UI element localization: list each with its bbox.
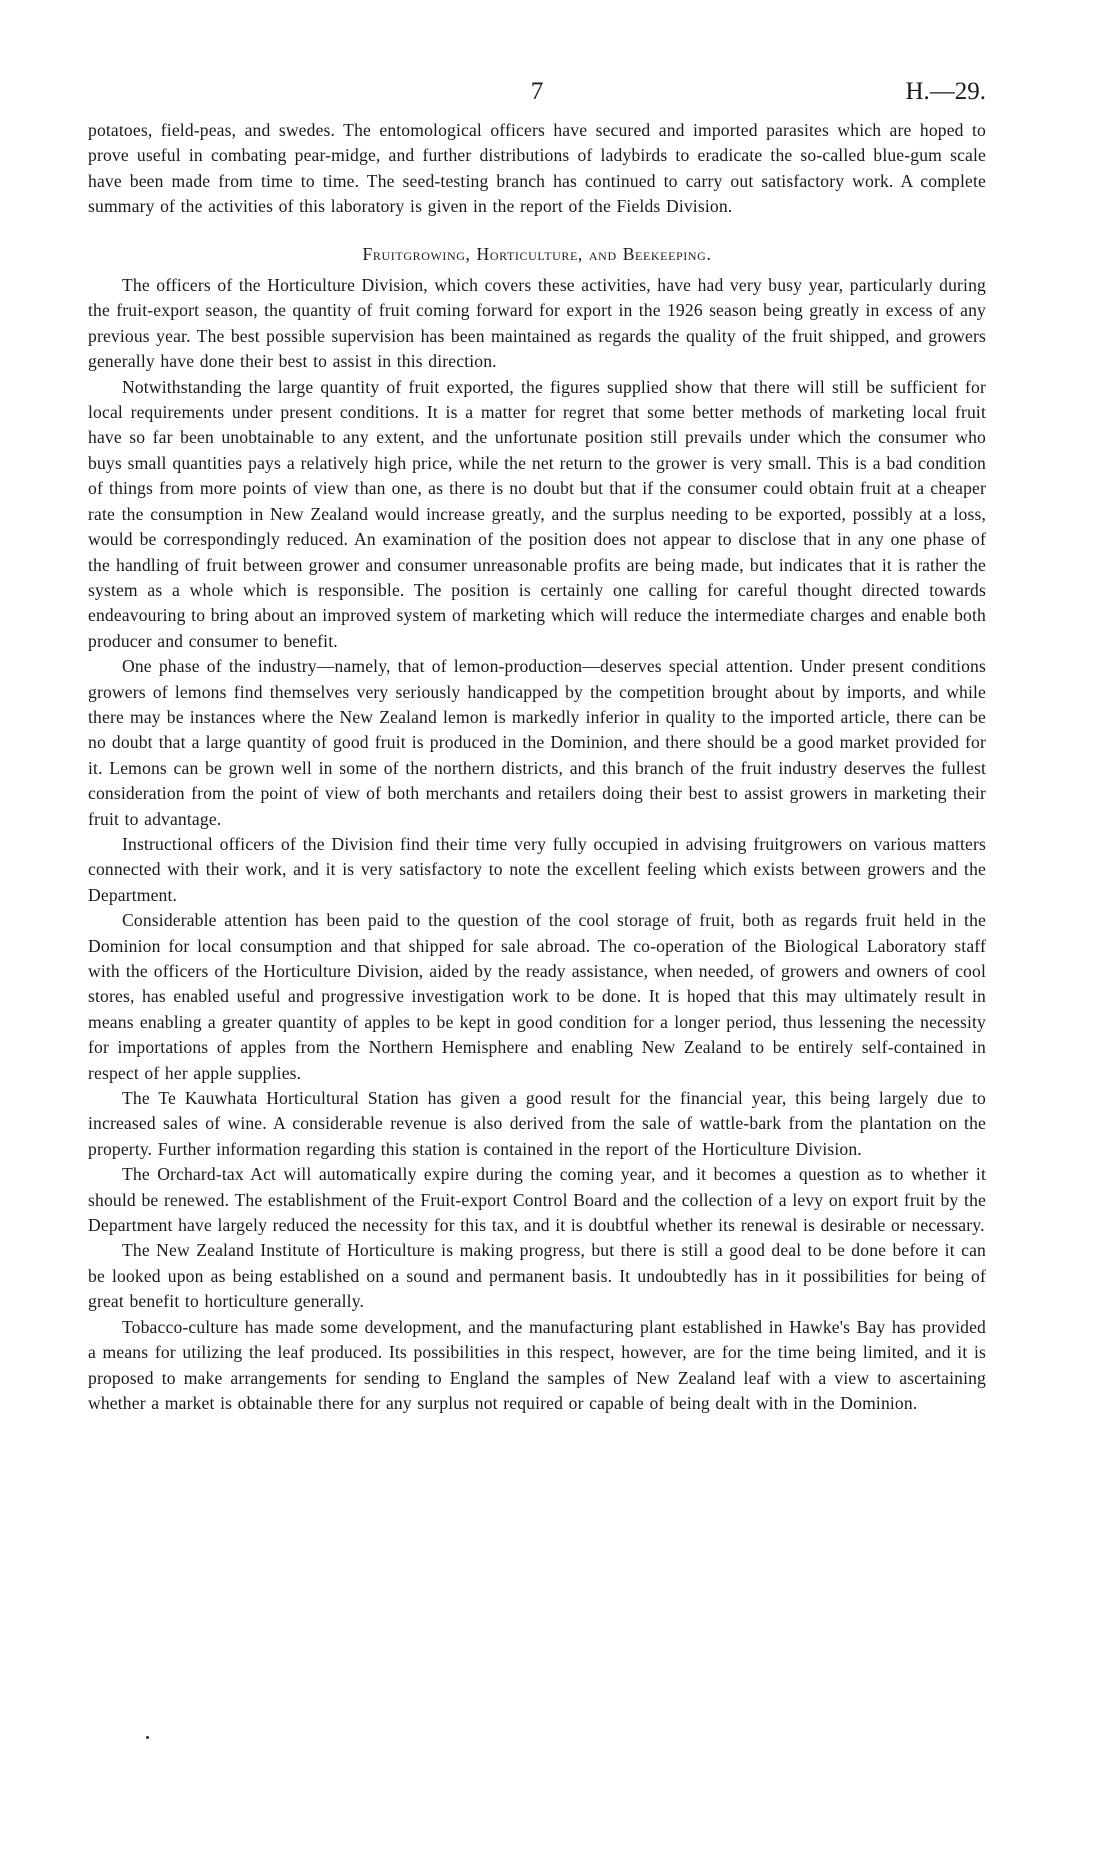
body-text xyxy=(88,118,986,1416)
document-page xyxy=(88,78,986,1416)
paragraph: One phase of the industry—namely, that of lemon-production—deserves special attention. Under present conditions growers of lemons find themselves very seriously handicapped by the competition brought about by imports, and while there may be instances where the New Zealand lemon is markedly inferior in quality to the imported article, there can be no doubt that a large quantity of good fruit is produced in the Dominion, and there should be a good market provided for it. Lemons can be grown well in some of the northern districts, and this branch of the fruit industry deserves the fullest consideration from the point of view of both merchants and retailers doing their best to assist growers in marketing their fruit to advantage. xyxy=(88,656,986,829)
page-number: 7 xyxy=(530,78,544,105)
paragraph: The New Zealand Institute of Horticulture is making progress, but there is still a good deal to be done before it can be looked upon as being established on a sound and permanent basis. It undoubtedly has in it possibilities for being of great benefit to horticulture generally. xyxy=(88,1240,986,1312)
paragraph: The Orchard-tax Act will automatically expire during the coming year, and it becomes a question as to whether it should be renewed. The establishment of the Fruit-export Control Board and the collection of a levy on export fruit by the Department have largely reduced the necessity for this tax, and it is doubtful whether its renewal is desirable or necessary. xyxy=(88,1164,986,1236)
paragraph: Considerable attention has been paid to the question of the cool storage of fruit, both as regards fruit held in the Dominion for local consumption and that shipped for sale abroad. The co-operation of the Biological Laboratory staff with the officers of the Horticulture Division, aided by the ready assistance, when needed, of growers and owners of cool stores, has enabled useful and progressive investigation work to be done. It is hoped that this may ultimately result in means enabling a greater quantity of apples to be kept in good condition for a longer period, thus lessening the necessity for importations of apples from the Northern Hemisphere and enabling New Zealand to be entirely self-contained in respect of her apple supplies. xyxy=(88,910,986,1083)
paragraph: Instructional officers of the Division find their time very fully occupied in advising fruitgrowers on various matters connected with their work, and it is very satisfactory to note the excellent feeling which exists between growers and the Department. xyxy=(88,833,986,905)
stray-ink-dot xyxy=(146,1736,149,1739)
document-reference: H.—29. xyxy=(905,78,986,105)
page-header xyxy=(88,78,986,118)
section-heading: Fruitgrowing, Horticulture, and Beekeeping. xyxy=(362,243,712,264)
paragraph: The officers of the Horticulture Division, which covers these activities, have had very busy year, particularly during the fruit-export season, the quantity of fruit coming forward for export in the 1926 season being greatly in excess of any previous year. The best possible supervision has been maintained as regards the quality of the fruit shipped, and growers generally have done their best to assist in this direction. xyxy=(88,275,986,372)
paragraph-continued: potatoes, field-peas, and swedes. The entomological officers have secured and imported parasites which are hoped to prove useful in combating pear-midge, and further distributions of ladybirds to eradicate the so-called blue-gum scale have been made from time to time. The seed-testing branch has continued to carry out satisfactory work. A complete summary of the activities of this laboratory is given in the report of the Fields Division. xyxy=(88,120,986,217)
paragraph: The Te Kauwhata Horticultural Station has given a good result for the financial year, this being largely due to increased sales of wine. A considerable revenue is also derived from the sale of wattle-bark from the plantation on the property. Further information regarding this station is contained in the report of the Horticulture Division. xyxy=(88,1088,986,1159)
paragraph: Notwithstanding the large quantity of fruit exported, the figures supplied show that there will still be sufficient for local requirements under present conditions. It is a matter for regret that some better methods of marketing local fruit have so far been unobtainable to any extent, and the unfortunate position still prevails under which the consumer who buys small quantities pays a relatively high price, while the net return to the grower is very small. This is a bad condition of things from more points of view than one, as there is no doubt but that if the consumer could obtain fruit at a cheaper rate the consumption in New Zealand would increase greatly, and the surplus needing to be exported, possibly at a loss, would be correspondingly reduced. An examination of the position does not appear to disclose that in any one phase of the handling of fruit between grower and consumer unreasonable profits are being made, but indicates that it is rather the system as a whole which is responsible. The position is certainly one calling for careful thought directed towards endeavouring to bring about an improved system of marketing which will reduce the intermediate charges and enable both producer and consumer to benefit. xyxy=(88,376,986,651)
paragraph: Tobacco-culture has made some development, and the manufacturing plant established in Hawke's Bay has provided a means for utilizing the leaf produced. Its possibilities in this respect, however, are for the time being limited, and it is proposed to make arrangements for sending to England the samples of New Zealand leaf with a view to ascertaining whether a market is obtainable there for any surplus not required or capable of being dealt with in the Dominion. xyxy=(88,1316,986,1413)
